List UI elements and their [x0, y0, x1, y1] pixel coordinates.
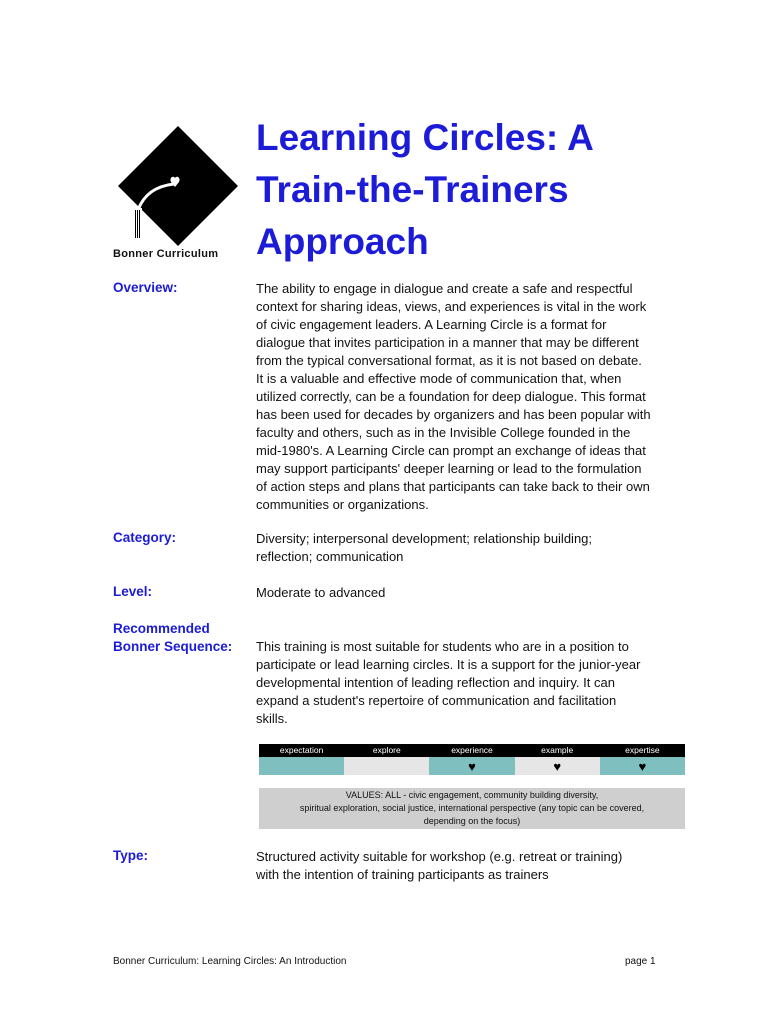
values-line: depending on the focus) — [423, 816, 521, 826]
title-line: Approach — [256, 221, 429, 262]
stage-header: expectation — [279, 745, 324, 755]
text-line: with the intention of training participants as trainers — [256, 867, 549, 882]
sequence-text — [256, 638, 692, 728]
text-line: utilized correctly, can be a foundation for deep dialogue. This format — [256, 389, 646, 404]
text-line: context for sharing ideas, views, and experiences is vital in the work — [256, 299, 647, 314]
sequence-label-line: Bonner Sequence: — [113, 639, 233, 654]
text-line: communities or organizations. — [256, 497, 429, 512]
text-line: participate or lead learning circles. It is a support for the junior-year — [256, 657, 641, 672]
category-label: Category: — [113, 530, 177, 545]
stage-cell — [259, 757, 344, 775]
text-line: faculty and others, such as in the Invisible College founded in the — [256, 425, 631, 440]
type-text — [256, 848, 692, 884]
bonner-logo — [113, 124, 241, 264]
values-line: VALUES: ALL - civic engagement, community building diversity, — [345, 790, 599, 800]
text-line: The ability to engage in dialogue and create a safe and respectful — [256, 281, 633, 296]
text-line: expand a student's repertoire of communication and facilitation — [256, 693, 617, 708]
stage-header: explore — [372, 745, 401, 755]
text-line: skills. — [256, 711, 288, 726]
values-box — [259, 788, 685, 829]
stage-cell — [344, 757, 429, 775]
type-label: Type: — [113, 848, 149, 863]
sequence-label-line: Recommended — [113, 621, 210, 636]
sequence-label — [113, 620, 232, 656]
overview-text — [256, 280, 692, 514]
text-line: Diversity; interpersonal development; relationship building; — [256, 531, 593, 546]
text-line: has been used for decades by organizers and has been popular with — [256, 407, 651, 422]
stage-header: example — [541, 745, 574, 755]
sequence-table — [259, 744, 685, 775]
title-line: Learning Circles: A — [256, 117, 594, 158]
text-line: dialogue that invites participation in a manner that may be different — [256, 335, 639, 350]
logo-label: Bonner Curriculum — [113, 248, 219, 260]
values-line: spiritual exploration, social justice, international perspective (any topic can be covered, — [299, 803, 645, 813]
stage-header: experience — [451, 745, 493, 755]
graduation-cap-heart-icon — [116, 124, 240, 248]
text-line: This training is most suitable for students who are in a position to — [256, 639, 629, 654]
level-label: Level: — [113, 584, 153, 599]
text-line: from the typical conversational format, as it is not based on debate. — [256, 353, 642, 368]
text-line: of civic engagement leaders. A Learning Circle is a format for — [256, 317, 607, 332]
text-line: mid-1980's. A Learning Circle can prompt an exchange of ideas that — [256, 443, 646, 458]
heart-icon: ♥ — [515, 757, 600, 775]
category-text — [256, 530, 692, 566]
footer-title: Bonner Curriculum: Learning Circles: An Introduction — [113, 956, 347, 967]
stage-header: expertise — [625, 745, 660, 755]
overview-label: Overview: — [113, 280, 178, 295]
text-line: reflection; communication — [256, 549, 404, 564]
page-title — [256, 112, 736, 268]
text-line: of action steps and plans that participants can take back to their own — [256, 479, 650, 494]
text-line: Structured activity suitable for workshop (e.g. retreat or training) — [256, 849, 623, 864]
text-line: It is a valuable and effective mode of communication that, when — [256, 371, 622, 386]
text-line: Moderate to advanced — [256, 585, 386, 600]
text-line: developmental intention of leading reflection and inquiry. It can — [256, 675, 615, 690]
sequence-mark-row — [259, 757, 685, 775]
level-text — [256, 584, 692, 602]
page-number: page 1 — [625, 956, 656, 967]
heart-icon: ♥ — [429, 757, 514, 775]
sequence-header-row — [259, 744, 685, 757]
heart-icon: ♥ — [600, 757, 685, 775]
title-line: Train-the-Trainers — [256, 169, 569, 210]
text-line: may support participants' deeper learning or lead to the formulation — [256, 461, 642, 476]
